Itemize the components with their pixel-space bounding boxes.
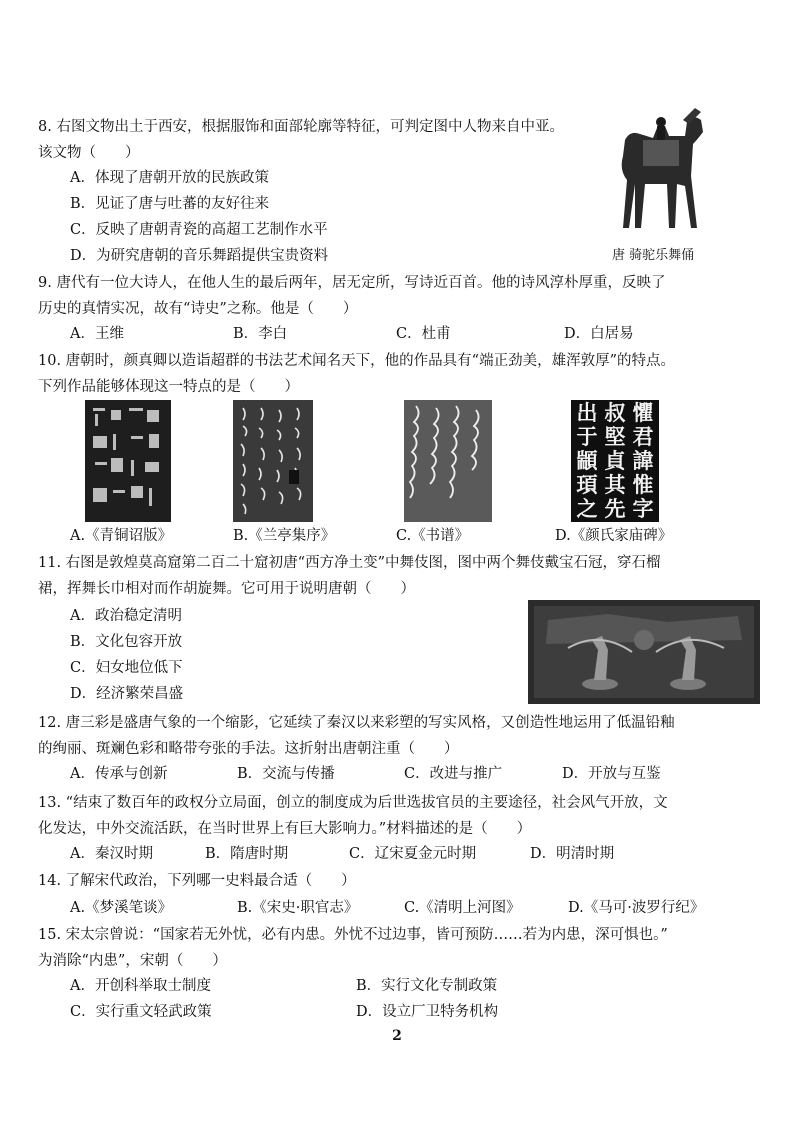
stele-char: 頊 (576, 473, 598, 497)
q13-option-c: C．辽宋夏金元时期 (349, 846, 477, 862)
stele-char: 貞 (604, 449, 626, 473)
camel-figurine-image (605, 100, 720, 240)
q12-stem-line2: 的绚丽、斑斓色彩和略带夸张的手法。这折射出唐朝注重（ ） (38, 741, 459, 757)
stele-char: 于 (576, 425, 598, 449)
q15-stem-line1: 15. 宋太宗曾说：“国家若无外忧，必有内患。外忧不过边事，皆可预防……若为内患，深可惧也。” (38, 927, 668, 943)
q14-option-b: B.《宋史·职官志》 (237, 900, 359, 916)
q15-stem-line2: 为消除“内患”，宋朝（ ） (38, 953, 227, 969)
stele-char: 懼 (632, 401, 654, 425)
stele-char: 字 (632, 497, 654, 521)
q15-option-c: C．实行重文轻武政策 (70, 1004, 212, 1020)
stele-char: 其 (604, 473, 626, 497)
q9-option-c: C．杜甫 (396, 326, 451, 342)
q11-stem-line1: 11. 右图是敦煌莫高窟第二百二十窟初唐“西方净土变”中舞伎图，图中两个舞伎戴宝石冠，穿石榴 (38, 555, 661, 571)
q12-option-d: D．开放与互鉴 (562, 766, 661, 782)
q9-stem-line2: 历史的真情实况，故有“诗史”之称。他是（ ） (38, 301, 358, 317)
q10-option-d: D.《颜氏家庙碑》 (555, 528, 673, 544)
stele-char: 惟 (632, 473, 654, 497)
q8-stem-line1: 8. 右图文物出土于西安，根据服饰和面部轮廓等特征，可判定图中人物来自中亚。 (38, 119, 564, 135)
q14-stem: 14. 了解宋代政治，下列哪一史料最合适（ ） (38, 873, 356, 889)
q10-option-c: C.《书谱》 (396, 528, 470, 544)
q8-option-b: B．见证了唐与吐蕃的友好往来 (70, 196, 270, 212)
q14-option-a: A.《梦溪笔谈》 (70, 900, 173, 916)
q10-option-b: B.《兰亭集序》 (233, 528, 336, 544)
q9-option-a: A．王维 (70, 326, 124, 342)
q15-option-a: A．开创科举取士制度 (70, 978, 211, 994)
q11-stem-line2: 裙，挥舞长巾相对而作胡旋舞。它可用于说明唐朝（ ） (38, 581, 415, 597)
shupu-image (404, 400, 492, 522)
q13-stem-line2: 化发达，中外交流活跃，在当时世界上有巨大影响力。”材料描述的是（ ） (38, 821, 532, 837)
q10-option-a: A.《青铜诏版》 (70, 528, 173, 544)
stele-char: 堅 (604, 425, 626, 449)
q8-image-caption: 唐 骑驼乐舞俑 (612, 248, 695, 263)
stele-char: 顓 (576, 449, 598, 473)
q12-option-b: B．交流与传播 (237, 766, 335, 782)
q10-stem-line1: 10. 唐朝时，颜真卿以造诣超群的书法艺术闻名天下，他的作品具有“端正劲美，雄浑敦厚”的特点。 (38, 353, 675, 369)
q13-option-b: B．隋唐时期 (205, 846, 289, 862)
yan-family-temple-stele-image (571, 400, 659, 522)
stele-char: 君 (632, 425, 654, 449)
bronze-edict-rubbing-image (85, 400, 171, 522)
page-number: 2 (392, 1028, 402, 1044)
dunhuang-dancer-mural-image (528, 600, 760, 704)
stele-char: 出 (576, 401, 598, 425)
q15-option-b: B．实行文化专制政策 (356, 978, 498, 994)
q11-option-d: D．经济繁荣昌盛 (70, 686, 184, 702)
stele-char: 叔 (604, 401, 626, 425)
q14-option-c: C.《清明上河图》 (404, 900, 521, 916)
q9-option-d: D．白居易 (564, 326, 634, 342)
stele-char: 先 (604, 497, 626, 521)
q8-stem-line2: 该文物（ ） (38, 145, 140, 161)
q14-option-d: D.《马可·波罗行纪》 (568, 900, 705, 916)
q11-option-b: B．文化包容开放 (70, 634, 183, 650)
q10-stem-line2: 下列作品能够体现这一特点的是（ ） (38, 379, 299, 395)
q12-stem-line1: 12. 唐三彩是盛唐气象的一个缩影，它延续了秦汉以来彩塑的写实风格，又创造性地运用了低温铅釉 (38, 715, 675, 731)
q13-option-a: A．秦汉时期 (70, 846, 153, 862)
q8-option-c: C．反映了唐朝青瓷的高超工艺制作水平 (70, 222, 328, 238)
q12-option-a: A．传承与创新 (70, 766, 168, 782)
q11-option-c: C．妇女地位低下 (70, 660, 183, 676)
q9-option-b: B．李白 (233, 326, 288, 342)
stele-char: 之 (576, 497, 598, 521)
q12-option-c: C．改进与推广 (404, 766, 503, 782)
q13-stem-line1: 13. “结束了数百年的政权分立局面，创立的制度成为后世选拔官员的主要途径，社会风气开放，文 (38, 795, 668, 811)
lanting-preface-image (233, 400, 313, 522)
q15-option-d: D．设立厂卫特务机构 (356, 1004, 499, 1020)
q9-stem-line1: 9. 唐代有一位大诗人，在他人生的最后两年，居无定所，写诗近百首。他的诗风淳朴厚重，反映了 (38, 275, 666, 291)
q8-option-a: A．体现了唐朝开放的民族政策 (70, 170, 269, 186)
q13-option-d: D．明清时期 (530, 846, 615, 862)
stele-char: 諱 (632, 449, 654, 473)
q8-option-d: D．为研究唐朝的音乐舞蹈提供宝贵资料 (70, 248, 329, 264)
q11-option-a: A．政治稳定清明 (70, 608, 182, 624)
